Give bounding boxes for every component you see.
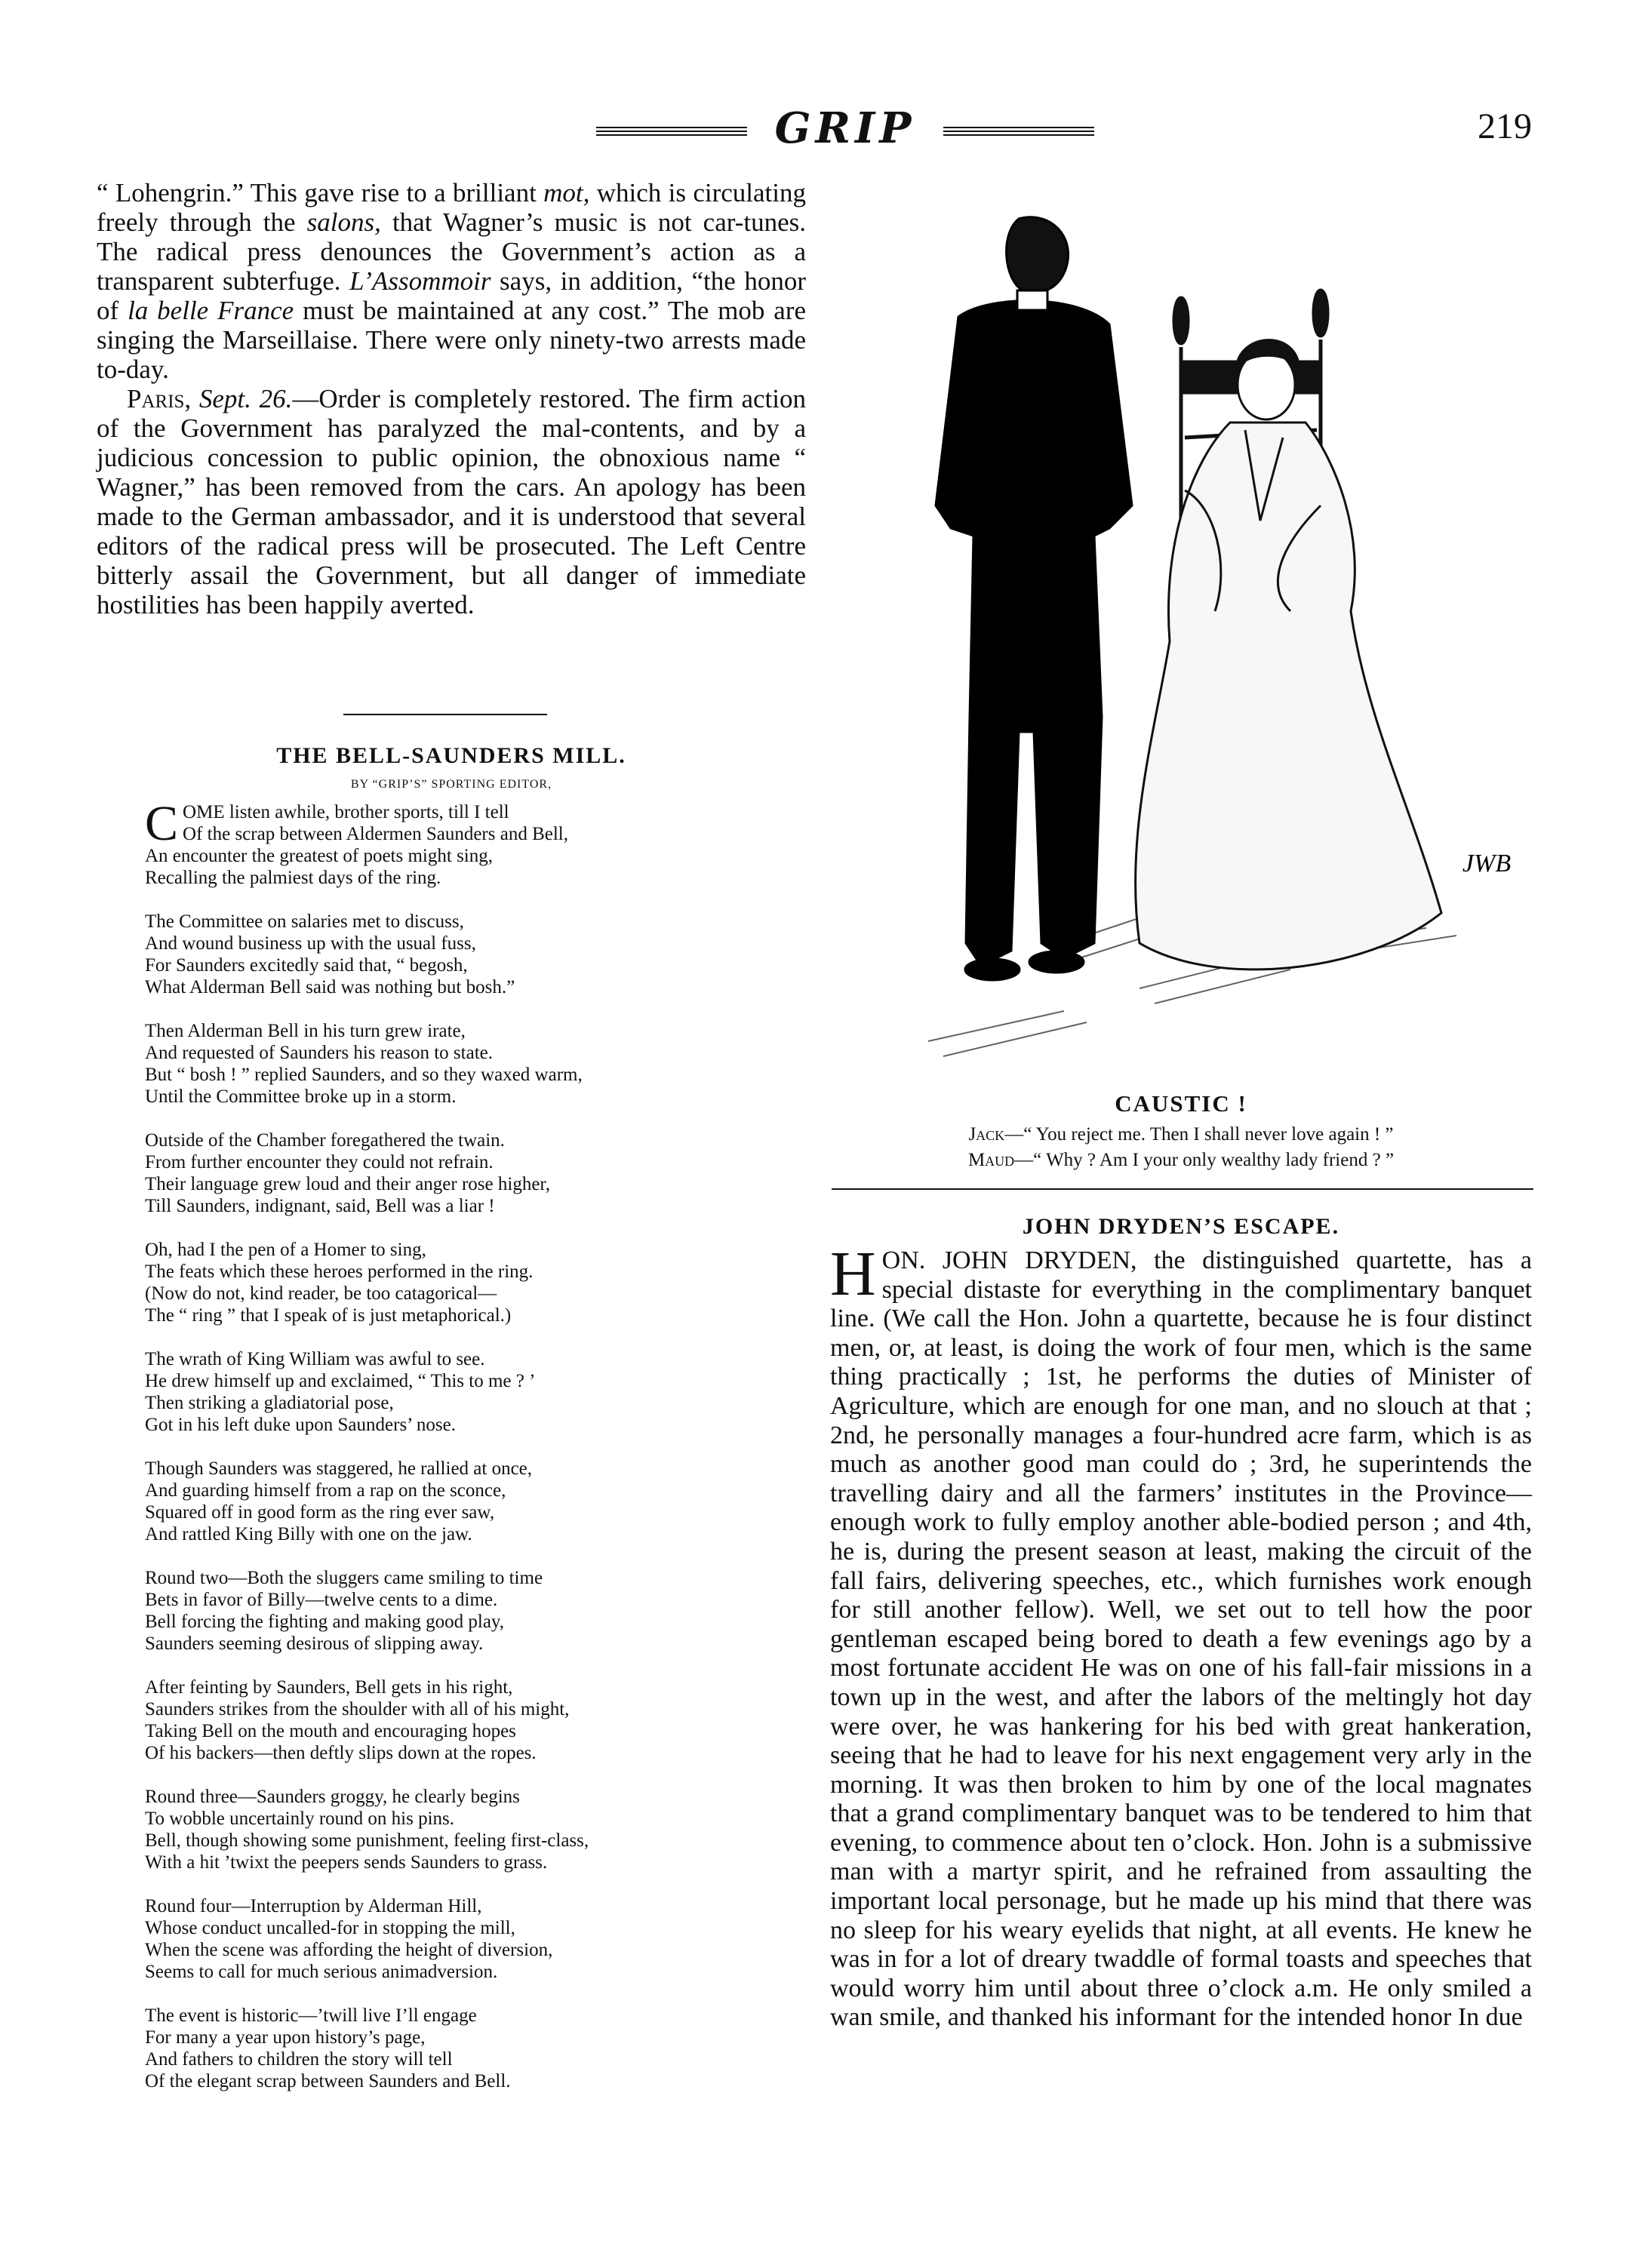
poem-line: Taking Bell on the mouth and encouraging hopes [145, 1721, 516, 1741]
poem-line: Of his backers—then deftly slips down at the ropes. [145, 1743, 537, 1763]
caption-speaker: Maud [967, 1150, 1015, 1170]
poem-line: For Saunders excitedly said that, “ begosh, [145, 955, 468, 976]
intro-text-run [191, 384, 199, 413]
poem-line: The Committee on salaries met to discuss, [145, 911, 464, 932]
poem-line: Saunders seeming desirous of slipping away. [145, 1633, 484, 1654]
caption-line [830, 1148, 1532, 1173]
poem-line: But “ bosh ! ” replied Saunders, and so they waxed warm, [145, 1065, 583, 1085]
poem-line: And rattled King Billy with one on the jaw. [145, 1524, 472, 1544]
intro-paragraph [97, 178, 806, 384]
poem-line: And requested of Saunders his reason to state. [145, 1043, 493, 1063]
poem-stanza [145, 911, 806, 998]
caption-dialogue [830, 1122, 1532, 1173]
poem-line: Until the Committee broke up in a storm. [145, 1086, 457, 1107]
poem-stanza [145, 1895, 806, 1983]
intro-text-run: Sept. 26. [198, 384, 293, 413]
poem-line: Bell forcing the fighting and making good play, [145, 1612, 505, 1632]
poem-line: Then striking a gladiatorial pose, [145, 1393, 394, 1413]
caption-line [830, 1122, 1532, 1148]
poem-line: OME listen awhile, brother sports, till I tell [183, 802, 509, 822]
poem-line: Squared off in good form as the ring ever saw, [145, 1502, 495, 1523]
poem-line: An encounter the greatest of poets might sing, [145, 846, 493, 866]
intro-paragraph [97, 384, 806, 619]
intro-text-run: mot, [543, 178, 590, 207]
poem-line: Whose conduct uncalled-for in stopping the mill, [145, 1918, 515, 1938]
poem-line: Round four—Interruption by Alderman Hill, [145, 1896, 482, 1916]
poem-stanza [145, 1348, 806, 1436]
intro-text-run: “ Lohengrin.” This gave rise to a brilliant [97, 178, 544, 207]
section-divider-right [832, 1188, 1533, 1190]
article-text: ON. JOHN DRYDEN, the distinguished quartette, has a special distaste for everything in the complimentary banquet line. (We call the Hon. John a quartette, because he is four distinct men, or, at least, is doing the work of four men, which is the same thing practically ; 1st, he performs the duties of Minister of Agriculture, which are enough for one man, and no slouch at that ; 2nd, he personally manages a four-hundred acre farm, which is as much as another good man could do ; 3rd, he superintends the travelling dairy and all the farmers’ institutes in the Province—enough work to fully employ another able-bodied person ; and 4th, he is, during the present season at least, making the circuit of the fall fairs, delivering speeches, etc., which furnishes work enough for still another fellow). Well, we set out to tell how the poor gentleman escaped being bored to death a few evenings ago by a most fortunate accident He was on one of his fall-fair missions in a town up in the west, and after the labors of the meltingly hot day were over, he was hankering for his bed with great hankeration, seeing that he had to leave for his next engagement very arly in the morning. It was then broken to him by one of the local magnates that a grand complimentary banquet was to be tendered to him that evening, to commence about ten o’clock. Hon. John is a submissive man with a martyr spirit, and he refrained from assaulting the important local personage, but he made up his mind that there was no sleep for his weary eyelids that night, at all events. He knew he was in for a lot of dreary twaddle of formal toasts and speeches that would worry him until about three o’clock a.m. He only smiled a wan smile, and thanked his informant for the intended honor In due [830, 1246, 1532, 2032]
poem-line: With a hit ’twixt the peepers sends Saunders to grass. [145, 1852, 548, 1873]
poem-line: For many a year upon history’s page, [145, 2027, 426, 2048]
poem-stanza [145, 1458, 806, 1545]
intro-text-run: —Order is completely restored. The firm action of the Government has paralyzed the mal-contents, and by a judicious concession to public opinion, the obnoxious name “ Wagner,” has been removed from the cars. An apology has been made to the German ambassador, and it is understood that several editors of the radical press will be prosecuted. The Left Centre bitterly assail the Government, but all danger of immediate hostilities has been happily averted. [97, 384, 807, 619]
poem-line: Round two—Both the sluggers came smiling to time [145, 1568, 543, 1588]
poem-stanza [145, 1129, 806, 1217]
intro-text-run: Paris, [127, 384, 192, 413]
poem-line: What Alderman Bell said was nothing but bosh.” [145, 977, 515, 997]
illustration-caption [830, 1090, 1532, 1173]
section-divider [343, 714, 547, 715]
article-drop-cap: H [830, 1239, 876, 1309]
article [830, 1212, 1532, 2033]
caption-title: CAUSTIC ! [1115, 1090, 1247, 1117]
poem-line: Their language grew loud and their anger rose higher, [145, 1174, 550, 1194]
poem-stanza [145, 1020, 806, 1108]
intro-text-run: that Wagner’s music is not car-tunes. The radical press denounces the Government’s action as a transparent subterfuge. [97, 207, 806, 296]
jack-figure [936, 217, 1132, 980]
illustration-jack-and-maud [838, 189, 1524, 1086]
poem-line: Bets in favor of Billy—twelve cents to a dime. [145, 1590, 498, 1610]
poem [97, 741, 806, 2114]
poem-stanza [145, 1676, 806, 1764]
poem-line: From further encounter they could not refrain. [145, 1152, 494, 1172]
poem-line: (Now do not, kind reader, be too catagorical— [145, 1283, 497, 1304]
intro-text-run: L’Assommoir [349, 266, 491, 296]
poem-line: He drew himself up and exclaimed, “ This to me ? ’ [145, 1371, 536, 1391]
poem-line: And fathers to children the story will tell [145, 2049, 453, 2070]
article-body [830, 1239, 1532, 2033]
intro-text-run: must be maintained at any cost.” The mob are singing the Marseillaise. There were only ninety-two arrests made to-day. [97, 296, 807, 384]
caption-speaker: Jack [968, 1124, 1005, 1145]
poem-line: Then Alderman Bell in his turn grew irate, [145, 1021, 466, 1041]
poem-line: When the scene was affording the height of diversion, [145, 1940, 553, 1960]
poem-drop-cap: C [145, 796, 179, 851]
intro-text [97, 178, 806, 619]
poem-line: Oh, had I the pen of a Homer to sing, [145, 1240, 426, 1260]
poem-line: To wobble uncertainly round on his pins. [145, 1809, 454, 1829]
intro-text-run: salons, [306, 207, 381, 237]
poem-line: Got in his left duke upon Saunders’ nose. [145, 1415, 456, 1435]
poem-byline: BY “GRIP’S” SPORTING EDITOR, [350, 778, 552, 791]
poem-stanza [145, 2005, 806, 2092]
poem-line: Though Saunders was staggered, he rallied at once, [145, 1458, 533, 1479]
caption-quote: —“ You reject me. Then I shall never love again ! ” [1004, 1124, 1394, 1145]
poem-line: Seems to call for much serious animadversion. [145, 1962, 498, 1982]
article-title: JOHN DRYDEN’S ESCAPE. [1022, 1214, 1340, 1239]
poem-stanza [145, 1567, 806, 1655]
poem-line: After feinting by Saunders, Bell gets in his right, [145, 1677, 513, 1698]
poem-line: Outside of the Chamber foregathered the twain. [145, 1130, 505, 1151]
intro-text-run: says, in addition, “the honor of [97, 266, 807, 325]
intro-text-run: la belle France [128, 296, 294, 325]
poem-stanza [145, 796, 806, 889]
intro-text-run: which is circulating freely through the [97, 178, 806, 237]
artist-signature: JWB [1462, 850, 1512, 877]
poem-stanza [145, 1239, 806, 1326]
caption-quote: —“ Why ? Am I your only wealthy lady friend ? ” [1014, 1150, 1395, 1170]
poem-line: Of the elegant scrap between Saunders and Bell. [145, 2071, 511, 2091]
masthead [596, 98, 1094, 158]
poem-line: The event is historic—’twill live I’ll engage [145, 2005, 477, 2026]
poem-line: Saunders strikes from the shoulder with all of his might, [145, 1699, 570, 1719]
poem-line: Bell, though showing some punishment, feeling first-class, [145, 1830, 589, 1851]
poem-line: And wound business up with the usual fuss, [145, 933, 476, 954]
masthead-title: GRIP [774, 103, 916, 153]
poem-line: Recalling the palmiest days of the ring. [145, 868, 441, 888]
poem-line: The feats which these heroes performed in the ring. [145, 1262, 534, 1282]
masthead-rule-left [596, 127, 747, 137]
poem-line: The “ ring ” that I speak of is just metaphorical.) [145, 1305, 512, 1326]
page-number: 219 [1478, 106, 1532, 146]
poem-line: Of the scrap between Aldermen Saunders and Bell, [183, 824, 568, 844]
poem-line: And guarding himself from a rap on the sconce, [145, 1480, 506, 1501]
masthead-rule-right [943, 127, 1094, 137]
poem-line: The wrath of King William was awful to see. [145, 1349, 485, 1369]
poem-line: Round three—Saunders groggy, he clearly begins [145, 1787, 520, 1807]
poem-line: Till Saunders, indignant, said, Bell was a liar ! [145, 1196, 495, 1216]
poem-title: THE BELL-SAUNDERS MILL. [276, 743, 626, 768]
poem-stanza [145, 1786, 806, 1873]
poem-body [97, 796, 806, 2092]
